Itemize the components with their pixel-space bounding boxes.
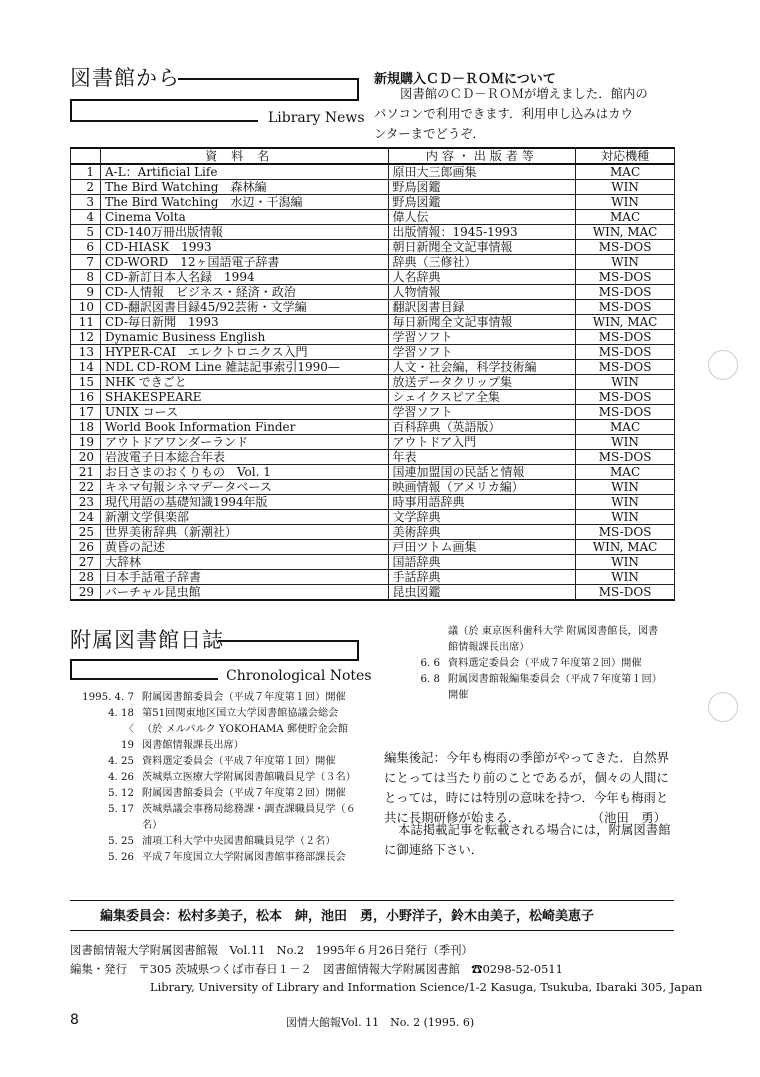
row-title: CD-毎日新聞 1993 xyxy=(100,315,388,330)
row-publisher: 学習ソフト xyxy=(388,330,576,345)
row-number: 11 xyxy=(71,315,101,330)
diary-entry xyxy=(78,770,356,786)
diary-subtitle: Chronological Notes xyxy=(226,668,372,684)
diary-entry-date: 5. 12 xyxy=(108,788,134,799)
cdrom-table xyxy=(70,147,675,601)
row-title: アウトドアワンダーランド xyxy=(100,435,388,450)
row-os: MS-DOS xyxy=(576,390,675,405)
row-publisher: 偉人伝 xyxy=(388,210,576,225)
row-os: MS-DOS xyxy=(576,525,675,540)
diary-entry xyxy=(394,656,662,672)
diary-entry xyxy=(78,818,356,834)
row-number: 7 xyxy=(71,255,101,270)
row-publisher: 原田大三郎画集 xyxy=(388,164,576,180)
row-title: 大辞林 xyxy=(100,555,388,570)
postscript-signature: （池田 勇） xyxy=(591,810,666,825)
row-number: 1 xyxy=(71,164,101,180)
row-publisher: 学習ソフト xyxy=(388,405,576,420)
reprint-notice xyxy=(384,820,678,860)
diary-entry-text: 館情報課長出席） xyxy=(448,642,530,653)
table-row xyxy=(71,570,675,585)
row-publisher: 出版情報：1945-1993 xyxy=(388,225,576,240)
row-publisher: 美術辞典 xyxy=(388,525,576,540)
diary-entry-date: 19 xyxy=(121,740,134,751)
diary-entry-text: 茨城県議会事務局総務課・調査課職員見学（６ xyxy=(142,804,356,815)
diary-entry-text: 附属図書館委員会（平成７年度第１回）開催 xyxy=(142,692,346,703)
diary-title: 附属図書館日誌 xyxy=(70,628,224,652)
row-publisher: 手話辞典 xyxy=(388,570,576,585)
diary-entry-date: 4. 26 xyxy=(108,772,134,783)
row-publisher: 時事用語辞典 xyxy=(388,495,576,510)
row-publisher: 毎日新聞全文記事情報 xyxy=(388,315,576,330)
row-os: WIN, MAC xyxy=(576,315,675,330)
row-publisher: 辞典（三修社） xyxy=(388,255,576,270)
diary-entry xyxy=(78,802,356,818)
table-row xyxy=(71,210,675,225)
row-publisher: 翻訳図書目録 xyxy=(388,300,576,315)
row-title: Dynamic Business English xyxy=(100,330,388,345)
diary-entry xyxy=(78,834,356,850)
row-title: The Bird Watching 水辺・干潟編 xyxy=(100,195,388,210)
row-number: 22 xyxy=(71,480,101,495)
row-title: 日本手話電子辞書 xyxy=(100,570,388,585)
row-publisher: 映画情報（アメリカ編） xyxy=(388,480,576,495)
table-row xyxy=(71,525,675,540)
reprint-notice-line: 本誌掲載記事を転載される場合には，附属図書館 xyxy=(398,822,671,837)
diary-entry xyxy=(78,722,356,738)
table-row xyxy=(71,555,675,570)
row-title: 黄昏の記述 xyxy=(100,540,388,555)
punch-hole-mark xyxy=(708,692,738,722)
row-os: MS-DOS xyxy=(576,405,675,420)
row-number: 29 xyxy=(71,585,101,601)
board-rule-top xyxy=(70,900,674,901)
row-publisher: 年表 xyxy=(388,450,576,465)
row-os: MS-DOS xyxy=(576,585,675,601)
row-os: MS-DOS xyxy=(576,360,675,375)
row-os: MS-DOS xyxy=(576,240,675,255)
running-title: 図情大館報Vol. 11 No. 2 (1995. 6) xyxy=(286,1016,475,1029)
diary-entry-text: 茨城県立医療大学附属図書館職員見学（３名） xyxy=(142,772,356,783)
row-number: 9 xyxy=(71,285,101,300)
diary-entry xyxy=(394,624,662,640)
row-number: 6 xyxy=(71,240,101,255)
diary-right-column xyxy=(394,624,662,704)
row-title: A-L：Artificial Life xyxy=(100,164,388,180)
row-title: NHK できごと xyxy=(100,375,388,390)
punch-hole-mark xyxy=(708,350,738,380)
table-row xyxy=(71,540,675,555)
row-title: HYPER-CAI エレクトロニクス入門 xyxy=(100,345,388,360)
row-number: 3 xyxy=(71,195,101,210)
table-row xyxy=(71,495,675,510)
table-row xyxy=(71,510,675,525)
row-publisher: 人物情報 xyxy=(388,285,576,300)
row-title: 現代用語の基礎知識1994年版 xyxy=(100,495,388,510)
table-row xyxy=(71,180,675,195)
cdrom-notice-body xyxy=(374,84,674,144)
diary-entry xyxy=(78,786,356,802)
diary-entry xyxy=(394,640,662,656)
diary-entry-text: （於 メルパルク YOKOHAMA 郵便貯金会館 xyxy=(142,724,349,735)
title-rule-left xyxy=(70,99,72,121)
diary-entry-date: 4. 18 xyxy=(108,708,134,719)
row-os: MAC xyxy=(576,164,675,180)
row-number: 8 xyxy=(71,270,101,285)
row-title: 岩波電子日本総合年表 xyxy=(100,450,388,465)
diary-entry-date: 6. 6 xyxy=(420,658,440,669)
diary-entry-text: 名） xyxy=(142,820,163,831)
postscript-line: にとっては当たり前のことであるが，個々の人間に xyxy=(384,770,669,785)
row-publisher: 放送データクリップ集 xyxy=(388,375,576,390)
row-number: 2 xyxy=(71,180,101,195)
row-title: お日さまのおくりもの Vol. 1 xyxy=(100,465,388,480)
row-publisher: 人文・社会編，科学技術編 xyxy=(388,360,576,375)
row-os: WIN xyxy=(576,495,675,510)
table-row xyxy=(71,390,675,405)
row-publisher: シェイクスピア全集 xyxy=(388,390,576,405)
row-os: WIN xyxy=(576,480,675,495)
table-row xyxy=(71,195,675,210)
diary-entry xyxy=(394,672,662,688)
row-number: 5 xyxy=(71,225,101,240)
row-os: MS-DOS xyxy=(576,345,675,360)
row-title: キネマ旬報シネマデータベース xyxy=(100,480,388,495)
cdrom-notice-line: 図書館のＣＤ－ＲＯＭが増えました．館内の xyxy=(400,86,648,101)
postscript-line-text: 共に長期研修が始まる． xyxy=(384,810,521,825)
diary-entry-date: 1995. 4. 7 xyxy=(82,692,134,703)
diary-entry xyxy=(394,688,662,704)
colophon-line: 図書館情報大学附属図書館報 Vol.11 No.2 1995年６月26日発行（季刊） xyxy=(70,943,473,957)
diary-entry-date: 4. 25 xyxy=(108,756,134,767)
row-number: 14 xyxy=(71,360,101,375)
row-title: Cinema Volta xyxy=(100,210,388,225)
table-row xyxy=(71,435,675,450)
row-number: 24 xyxy=(71,510,101,525)
row-title: CD-翻訳図書目録45/92芸術・文学編 xyxy=(100,300,388,315)
postscript-line: 編集後記：今年も梅雨の季節がやってきた．自然界 xyxy=(384,750,669,765)
row-number: 16 xyxy=(71,390,101,405)
row-os: WIN xyxy=(576,255,675,270)
row-publisher: 野鳥図鑑 xyxy=(388,180,576,195)
row-number: 19 xyxy=(71,435,101,450)
diary-entry xyxy=(78,754,356,770)
row-title: CD-140万冊出版情報 xyxy=(100,225,388,240)
library-news-title: 図書館から xyxy=(70,66,180,90)
diary-entry xyxy=(78,850,356,866)
header-title: 資料名 xyxy=(100,148,388,164)
row-number: 10 xyxy=(71,300,101,315)
diary-rule-top xyxy=(218,640,358,642)
row-os: WIN xyxy=(576,375,675,390)
cdrom-notice-line: ンターまでどうぞ． xyxy=(374,126,485,141)
row-os: WIN xyxy=(576,180,675,195)
row-os: WIN, MAC xyxy=(576,540,675,555)
cdrom-notice-line: パソコンで利用できます．利用申し込みはカウ xyxy=(374,106,633,121)
row-number: 15 xyxy=(71,375,101,390)
row-os: MS-DOS xyxy=(576,300,675,315)
table-row xyxy=(71,420,675,435)
cdrom-table-body xyxy=(71,164,675,600)
row-number: 23 xyxy=(71,495,101,510)
diary-entry-date: 6. 8 xyxy=(420,674,440,685)
row-title: UNIX コース xyxy=(100,405,388,420)
colophon-line: Library, University of Library and Information Science/1-2 Kasuga, Tsukuba, Ibaraki 305, Japan xyxy=(150,980,703,994)
table-row xyxy=(71,300,675,315)
table-row xyxy=(71,164,675,180)
colophon-line: 編集・発行 〒305 茨城県つくば市春日１－２ 図書館情報大学附属図書館 ☎0298-52-0511 xyxy=(70,962,563,976)
row-number: 4 xyxy=(71,210,101,225)
diary-entry-date: 5. 25 xyxy=(108,836,134,847)
diary-rule-bottom xyxy=(70,659,359,661)
header-publisher: 内容・出版者等 xyxy=(388,148,576,164)
row-os: WIN xyxy=(576,510,675,525)
row-title: World Book Information Finder xyxy=(100,420,388,435)
table-header-row xyxy=(71,148,675,164)
title-rule-right xyxy=(357,78,359,100)
diary-left-column xyxy=(78,690,356,866)
row-title: 新潮文学俱楽部 xyxy=(100,510,388,525)
row-publisher: 国語辞典 xyxy=(388,555,576,570)
row-number: 26 xyxy=(71,540,101,555)
diary-entry-text: 平成７年度国立大学附属図書館事務部課長会 xyxy=(142,852,346,863)
diary-subtitle-rule xyxy=(70,678,218,680)
row-title: 世界美術辞典（新潮社） xyxy=(100,525,388,540)
row-title: CD-HIASK 1993 xyxy=(100,240,388,255)
row-publisher: 学習ソフト xyxy=(388,345,576,360)
row-publisher: アウトドア入門 xyxy=(388,435,576,450)
row-os: MS-DOS xyxy=(576,330,675,345)
row-publisher: 朝日新聞全文記事情報 xyxy=(388,240,576,255)
diary-entry xyxy=(78,690,356,706)
row-title: SHAKESPEARE xyxy=(100,390,388,405)
row-number: 12 xyxy=(71,330,101,345)
table-row xyxy=(71,285,675,300)
header-number xyxy=(71,148,101,164)
table-row xyxy=(71,450,675,465)
board-rule-bottom xyxy=(70,930,674,931)
title-rule-top xyxy=(178,78,358,80)
row-number: 17 xyxy=(71,405,101,420)
table-row xyxy=(71,405,675,420)
row-publisher: 文学辞典 xyxy=(388,510,576,525)
row-publisher: 戸田ツトム画集 xyxy=(388,540,576,555)
row-number: 18 xyxy=(71,420,101,435)
table-row xyxy=(71,585,675,601)
row-os: MS-DOS xyxy=(576,285,675,300)
header-os: 対応機種 xyxy=(576,148,675,164)
diary-entry-text: 附属図書館報編集委員会（平成７年度第１回） xyxy=(448,674,662,685)
diary-rule-right xyxy=(357,640,359,660)
postscript-line: とっては，時には特別の意味を持つ．今年も梅雨と xyxy=(384,790,669,805)
row-number: 25 xyxy=(71,525,101,540)
table-row xyxy=(71,225,675,240)
row-title: CD-新訂日本人名録 1994 xyxy=(100,270,388,285)
row-os: MAC xyxy=(576,465,675,480)
diary-entry-date: 5. 26 xyxy=(108,852,134,863)
table-row xyxy=(71,330,675,345)
table-row xyxy=(71,375,675,390)
diary-entry-text: 浦項工科大学中央図書館職員見学（２名） xyxy=(142,836,336,847)
diary-entry xyxy=(78,738,356,754)
diary-entry xyxy=(78,706,356,722)
row-publisher: 国連加盟国の民話と情報 xyxy=(388,465,576,480)
row-os: MAC xyxy=(576,210,675,225)
diary-entry-date: 〈 xyxy=(123,724,134,735)
row-publisher: 昆虫図鑑 xyxy=(388,585,576,601)
diary-entry-text: 資料選定委員会（平成７年度第２回）開催 xyxy=(448,658,642,669)
diary-entry-text: 第51回関東地区国立大学図書館協議会総会 xyxy=(142,708,339,719)
title-rule-bottom xyxy=(70,99,359,101)
row-title: CD-WORD 12ヶ国語電子辞書 xyxy=(100,255,388,270)
row-publisher: 野鳥図鑑 xyxy=(388,195,576,210)
table-row xyxy=(71,345,675,360)
table-row xyxy=(71,480,675,495)
editorial-board: 編集委員会：松村多美子，松本 紳，池田 勇，小野洋子，鈴木由美子，松崎美恵子 xyxy=(100,909,595,924)
table-row xyxy=(71,360,675,375)
diary-entry-text: 図書館情報課長出席） xyxy=(142,740,244,751)
cdrom-notice-heading: 新規購入ＣＤ－ＲＯＭについて xyxy=(374,72,556,87)
row-os: WIN xyxy=(576,570,675,585)
diary-entry-text: 議（於 東京医科歯科大学 附属図書館長，図書 xyxy=(448,626,659,637)
library-news-subtitle: Library News xyxy=(268,110,365,126)
table-row xyxy=(71,315,675,330)
table-row xyxy=(71,255,675,270)
row-os: WIN xyxy=(576,195,675,210)
row-title: NDL CD-ROM Line 雑誌記事索引1990— xyxy=(100,360,388,375)
row-title: The Bird Watching 森林編 xyxy=(100,180,388,195)
diary-entry-text: 附属図書館委員会（平成７年度第２回）開催 xyxy=(142,788,346,799)
table-row xyxy=(71,465,675,480)
row-os: WIN, MAC xyxy=(576,225,675,240)
editor-postscript xyxy=(384,748,678,828)
reprint-notice-line: に御連絡下さい． xyxy=(384,842,484,857)
row-number: 20 xyxy=(71,450,101,465)
table-row xyxy=(71,240,675,255)
row-os: MS-DOS xyxy=(576,450,675,465)
diary-entry-text: 資料選定委員会（平成７年度第１回）開催 xyxy=(142,756,336,767)
row-number: 21 xyxy=(71,465,101,480)
row-os: MAC xyxy=(576,420,675,435)
row-title: CD-人情報 ビジネス・経済・政治 xyxy=(100,285,388,300)
row-os: WIN xyxy=(576,435,675,450)
row-os: MS-DOS xyxy=(576,270,675,285)
table-row xyxy=(71,270,675,285)
row-number: 13 xyxy=(71,345,101,360)
row-number: 28 xyxy=(71,570,101,585)
row-number: 27 xyxy=(71,555,101,570)
row-publisher: 人名辞典 xyxy=(388,270,576,285)
subtitle-rule xyxy=(70,120,258,122)
diary-entry-text: 開催 xyxy=(448,690,469,701)
row-title: バーチャル昆虫館 xyxy=(100,585,388,601)
row-publisher: 百科辞典（英語版） xyxy=(388,420,576,435)
page-number: 8 xyxy=(70,1012,79,1028)
diary-rule-left xyxy=(70,659,72,679)
row-os: WIN xyxy=(576,555,675,570)
diary-entry-date: 5. 17 xyxy=(108,804,134,815)
